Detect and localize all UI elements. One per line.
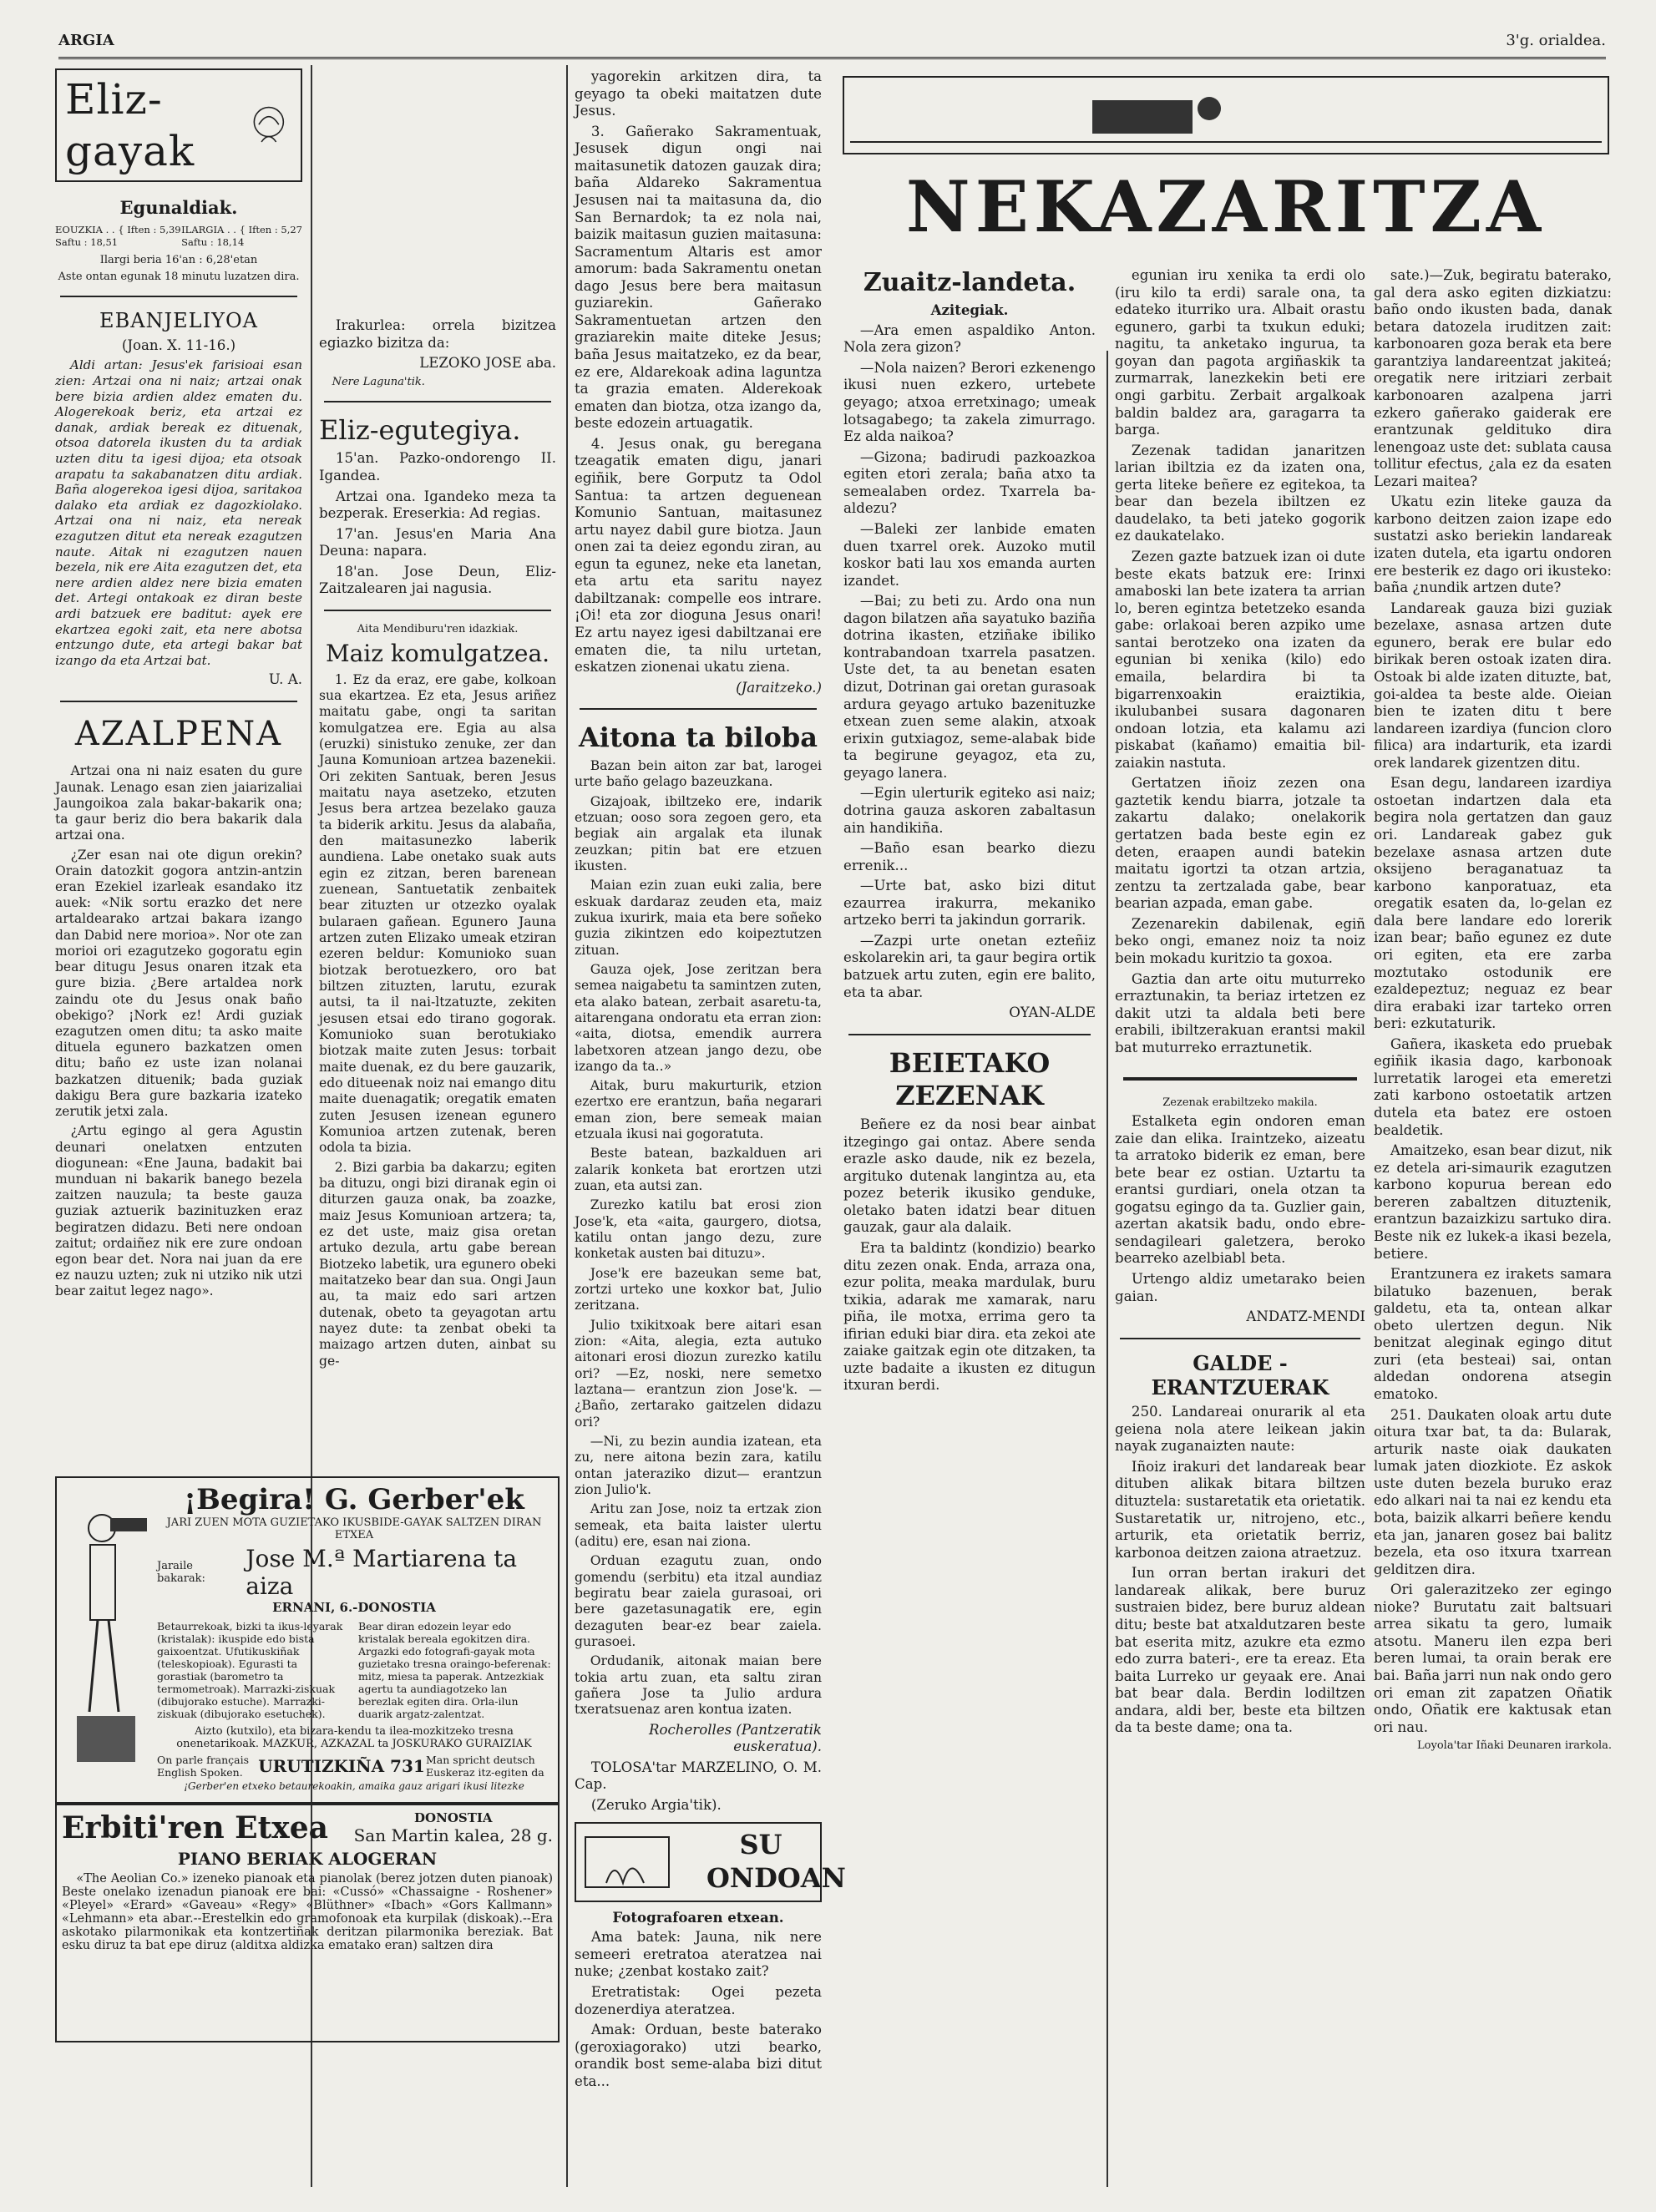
sun-moon-table [55, 224, 302, 249]
col5-p4: Gertatzen iñoiz zezen ona gaztetik kendu biarra, jotzale ta zakartu dalako; onelakorik gertatzen bada beste egin ez deten, eraapen aundi batekin maitatu igortzi ta otzan artzia, zentzu ta zertzalada gabe, bear bearian azpada, eman gabe. [1115, 775, 1365, 912]
oyan-alde: OYAN-ALDE [1009, 1005, 1096, 1021]
zuaitz-title: Zuaitz-landeta. [863, 268, 1076, 297]
maiz-p1: 1. Ez da eraz, ere gabe, kolkoan sua ekartzea. Ez eta, Jesus ariñez maitatu gabe, ongi ta saritan komulgatzea ere. Egia au alsa (eruzki) sinistuko zenuke, zer dan Jauna Komunioan artzea bazenekii. Ori zekiten Santuak, beren Jesus maitatu naya asetzeko, etzuten Jesus bera artzea bezelako gauza ta biderik arkitu. Jesus da alabaña, den maitasunezko laberik aundiena. Labe onetako suak auts egin ez zitzan, beren barenean zuenean, Santuetatik zenbaitek bear zituzten ur otzezko oyalak bularaen gañean. Egunero Jauna artzen zuten Elizako umeak etziran ezeren beldur: Komunioko suan biotzak berotuezkero, oro bat biltzen zituzten, larutu, ezurak autsi, ta il nai-ltzatuzte, zekiten jesusen etsai edo tirano gogorak. Komunioko suan berotukiako biotzak maite zuten Jesus: torbait maite duenak, ez du bere gauzarik, edo ditueenak noiz nai emango ditu maite duenagatik; oregatik ematen zuten Jesusen izenean egunero Komunioa artzen zutenak, beren odola ta bizia. [319, 671, 556, 1156]
col6-p1: sate.)—Zuk, begiratu baterako, gal dera asko egiten dizkiatzu: baño ondo ikusten bada, danak betara datozela iruditzen zait: karbonoaren goza berak eta bere garantziya landareentzat jakiteá; oregatik nere iritziari zerbait karbonoaren azalpena jarri ezkero gañerako gaiderak ere erantzunak geldituko dira lenengoaz uste det: sublata causa tollitur efectus, ¿ala ez da esaten Lezari maitea? [1374, 267, 1612, 489]
gerber-advertisement [55, 1476, 560, 1804]
beietako-title: BEIETAKO ZEZENAK [889, 1046, 1051, 1112]
fireplace-icon [581, 1833, 673, 1891]
erbiti-city: DONOSTIA [414, 1810, 493, 1825]
galde-title: GALDE - ERANTZUERAK [1151, 1350, 1329, 1400]
makila-caption: Zezenak erabiltzeko makila. [1162, 1096, 1318, 1109]
gerber-bottom: Aizto (kutxilo), eta bizara-kendu ta ilea-mozkitzeko tresna onenetarikoak. MAZKUR, AZKAZAL ta JOSKURAKO GURAIZIAK [176, 1725, 532, 1750]
col6-p7: Erantzunera ez irakets samara bilatuko bazenuen, berak galdetu, eta ta, ontean alkar obeto ulertzen degun. Nik benitzat aleginak egingo ditut zuri (eta besteai) sai, ontan aldedan ondorena atsegin ematoko. [1374, 1266, 1612, 1402]
su-ondoan-banner [575, 1822, 846, 1901]
zeruko: (Zeruko Argia'tik). [590, 1796, 722, 1813]
galde-1: 250. Landareai onurarik al eta geiena nola atere leikean jakin nayak zuganaizten naute: [1115, 1404, 1365, 1455]
col5-text2-2: Urtengo aldiz umetarako beien gaian. [1115, 1271, 1365, 1304]
aitona-p8: Jose'k ere bazeukan seme bat, zortzi urteko une koxkor bat, Julio zeritzana. [575, 1265, 822, 1314]
aitona-p4: Gauza ojek, Jose zeritzan bera semea naigabetu ta samintzen zuten, eta alako batean, zerbait asaretu-ta, aitarengana ondoratu eta erran zion: «aita, diotsa, emendik aurrera labetxoren atzean jango dezu, obe izango da ta..» [575, 961, 822, 1074]
column-4 [843, 267, 1096, 1398]
col5-p5: Zezenarekin dabilenak, egiñ beko ongi, emanez noiz ta noiz bein mokadu kuritzio ta goxoa. [1115, 915, 1365, 966]
azi-7: —Baño esan bearko diezu errenik... [843, 840, 1096, 873]
su-ondoan-title: SU ONDOAN [706, 1829, 846, 1895]
loyola-imprint: Loyola'tar Iñaki Deunaren irarkola. [1417, 1739, 1612, 1753]
aitona-p6: Beste batean, bazkalduen ari zalarik konketa bat erortzen utzi zuan, eta autsi zan. [575, 1146, 822, 1194]
aitona-p9: Julio txikitxoak bere aitari esan zion: «Aita, alegia, ezta autuko aitonari erosi diozun zurezko katilu ori? —Ez, noski, nere semetxo laztana— erantzun zion Jose'k. —¿Baño, zertarako gaitzelen didazu ori? [575, 1317, 822, 1430]
aitona-p13: Ordudanik, aitonak maian bere tokia artu zuan, eta saltu ziran gañera Jose ta Julio ardura txeratsuenaz aren kontua izaten. [575, 1653, 822, 1718]
tolosa: TOLOSA'tar MARZELINO, O. M. Cap. [575, 1759, 822, 1793]
gerber-seller: Jose M.ª Martiarena ta aiza [246, 1545, 518, 1600]
col6-p5: Gañera, ikasketa edo pruebak egiñik ikasia dago, karbonoak lurretatik larogei eta emeretzi zati karbono ostoetatik artzen dutela eta batez ere ostoen bealdetik. [1374, 1035, 1612, 1138]
azitegiak-title: Azitegiak. [930, 301, 1009, 319]
azi-1: —Ara emen aspaldiko Anton. Nola zera gizon? [843, 321, 1096, 356]
ebanjeliyoa-ref: (Joan. X. 11-16.) [121, 337, 236, 353]
aitona-p3: Maian ezin zuan euki zalia, bere eskuak dardaraz zeuden eta, maiz zukua ixurirk, maia eta bere soñeko guzia zikintzen edo koipeztutzen zituan. [575, 878, 822, 958]
ilargia-iften: ILARGIA . . { Iften : 5,27 [181, 224, 302, 236]
azi-4: —Baleki zer lanbide ematen duen txarrel orek. Auzoko mutil koskor bati lau xos emanda aurten izandet. [843, 520, 1096, 589]
ebanjeliyoa-text: Aldi artan: Jesus'ek farisioai esan zien: Artzai ona ni naiz; artzai onak bere bizia ardien aldez ematen du. Alogerekoak beriz, eta artzai ez danak, ardiak bereak ez dituenak, otsoa datorela ikusten du ta ardiak uzten ditu ta igesi dijoa; eta otsoak arapatu ta sakabanatzen ditu ardiak. Baña alogerekoa igesi dijoa, saritakoa dalako eta ardiak ez dagozkiolako. Artzai ona ni naiz, eta nereak ezagutzen ditut eta nereak ezagutzen naute. Aitak ni ezagutzen nauen bezela, nik ere Aita ezagutzen det, eta nere ardien aldez nere bizia ematen det. Artegi ontakoak ez diran beste ardi batzuek ere baditut: ayek ere ekartzea egoki zait, eta nere abotsa entzungo dute, eta artegi bakar bat izango da eta Artzai bat. [55, 357, 302, 668]
gerber-place: ERNANI, 6.-DONOSTIA [272, 1600, 436, 1615]
aitona-title: Aitona ta biloba [578, 721, 818, 754]
gerber-right-list: Bear diran edozein leyar edo kristalak bereala egokitzen dira. Argazki edo fotografi-gayak mota guzietako tresna oraingo-beferenak: mitz, miesa ta paperak. Antzezkiak agertu ta aundiagotzeko lan berezlak egiten dira. Orla-ilun duarik argatz-zalentzat. [358, 1620, 551, 1720]
col6-p9: Ori galerazitzeko zer egingo nioke? Burutatu zait baltsuari arrea sikatu ta gero, lumaik atsotu. Maneru ilen ezpa beri beren lumai, ta orain berak ere bai. Baña jarri nun nak ondo gero ori eman zit zapatzen Oñatik ondo, Oñatik ere kaktusak etan ori nau. [1374, 1582, 1612, 1735]
gerber-street: URUTIZKIÑA 731 [258, 1756, 425, 1776]
col6-p3: Landareak gauza bizi guziak bezelaxe, asnasa artzen dute egunero, berak ere bular edo birikak beren ostoak izaten dira. Ostoak bi alde izaten dituzte, bat, goi-aldea ta beste alde. Oieian bien te izaten ditu t bere landareen izardiya (funcion cloro filica) ara indarturik, eta izardi orek landarek gizentzen ditu. [1374, 600, 1612, 771]
andatz-mendi: ANDATZ-MENDI [1246, 1308, 1365, 1325]
azalpena-p1: Artzai ona ni naiz esaten du gure Jaunak. Lenago esan zien jaiarizaliai Jaungoikoa zala bakar-bakarik ona; ta gaur beriz dio bera bakarik dala artzai ona. [55, 763, 302, 843]
col6-p8: 251. Daukaten oloak artu dute oitura txar bat, ta da: Bularak, arturik naste oiak daukaten lumak jaten diozkiote. Ez askok uste duten bezela buruko eraz edo alkari nai ta nai ez kendu eta bota, baizik alkarri beñere kendu eta jan, janaren gosez bai balitz bezela, eta oso itxura txarrean gelditzen dira. [1374, 1406, 1612, 1577]
erbiti-advertisement [55, 1804, 560, 2042]
col5-p1: egunian iru xenika ta erdi olo (iru kilo ta erdi) sarale ona, ta edateko iturriko ura. Albait orastu egunero, garbi ta txukun eduki; nagitu, ta anketako ingurua, ta goyan dan pagota argiñaskik ta zurmarrak, lanezkekin beti ere ongi garbitu. Zerbait argalkoak baldin baldez ara, garagarra ta barga. [1115, 267, 1365, 438]
column-3 [575, 68, 846, 2093]
maiz-p2: 2. Bizi garbia ba dakarzu; egiten ba dituzu, ongi bizi diranak egin oi diturzen gauza onak, ba zoazke, maiz Jesus Komunioan artzera; ta, ez det uste, maiz gisa oretan artuko dezula, artu gabe berean Biotzeko labetik, ura egunero obeki maitatzeko bear dan sua. Ongi Jaun au, ta maiz edo sari artzen dutenak, obeto ta geyagotan artu nayez dute: ta zenbat obeki ta maizago artzen duten, ainbat su ge- [319, 1159, 556, 1369]
gerber-left-list: Betaurrekoak, bizki ta ikus-leyarak (kristalak): ikuspide edo bista gaixoentzat. Ufutikuskiñak (teleskopioak). Egurasti ta gorastiak (barometro ta termometroak). Marrazki-ziskuak (dibujorako estuche). Marrazki-ziskuak (dibujorako esetuchek). [157, 1620, 343, 1720]
col5-p2: Zezenak tadidan janaritzen larian ibiltzia ez da izaten ona, gerta liteke beñere ez egitekoa, ta bear dan bezela ibiltzen ez daudelako, ta beti jateko gogorik ez daukatelako. [1115, 442, 1365, 544]
foto-title: Fotografoaren etxean. [612, 1908, 784, 1926]
gerber-subtitle: JARI ZUEN MOTA GUZIETAKO IKUSBIDE-GAYAK SALTZEN DIRAN ETXEA [166, 1516, 542, 1541]
eliz-egutegiya-title: Eliz-egutegiya. [319, 413, 521, 446]
telescope-boy-icon [60, 1495, 152, 1770]
header-left: ARGIA [58, 32, 114, 49]
galde-3: Iun orran bertan irakuri det landareak alikak, bere buruz sustraien bidez, bere buruz aldean ditu; beste bat atxaldutzaren beste bat eserita mitz, azukre eta ezmo edo zurra bateri-, ere ta ereaz. Eta baita Lurreko ur geyaak ere. Anai bat bear dala. Berdin lodiltzen andara, aldi ber, beste eta biltzen da ta beste dame; ona ta. [1115, 1565, 1365, 1736]
erbiti-text: «The Aeolian Co.» izeneko pianoak eta pianolak (berez jotzen duten pianoak) Beste onelako izenadun pianoak ere bai: «Cussó» «Chassaigne - Roshener» «Pleyel» «Erard» «Gaveau» «Regy» «Blüthner» «Ibach» «Gors Kallmann» «Lehmann» eta abar.--Erestelkin edo gramofonoak eta kurpilak (diskoak).--Era askotako pilarmonikak eta kontzertiñak deritzan pilarmonika bereziak. Bat esku diruz ta bat epe diruz (alditxa aldizka ematako eran) saltzen dira [62, 1872, 553, 1952]
irakurlea-text: Irakurlea: orrela bizitzea egiazko bizitza da: [319, 317, 556, 351]
azalpena-p3: ¿Artu egingo al gera Agustin deunari onelatxen entzuten diogunean: «Ene Jauna, badakit bai munduan ni bakarik banego bezela zaitzen nauzula; ta beste gauza guziak aztuerik bazinituzken eraz begiratzen didazu. Beti nere ondoan zaitut; ordaiñez nik ere zure ondoan egon bear det. Nora nai juan da ere ez nauzu uzten; zuk ni utziko nik utzi bear zaitut legez nago». [55, 1123, 302, 1299]
maiz-title: Maiz komulgatzea. [325, 640, 550, 668]
irakurlea-sign: LEZOKO JOSE aba. [419, 355, 556, 372]
eguzkia-sartu: Saftu : 18,51 [55, 235, 119, 248]
column-6 [1374, 267, 1612, 1756]
ilargia-sartu: Saftu : 18,14 [181, 235, 245, 248]
gerber-title: ¡Begira! G. Gerber'ek [184, 1483, 524, 1516]
foto-3: Amak: Orduan, beste baterako (geroxiagorako) utzi bearko, orandik bost seme-alaba bizi ditut eta... [575, 2022, 822, 2089]
saint-portrait-icon [246, 96, 292, 154]
nekazaritza-banner [842, 75, 1610, 248]
eg-1: 15'an. Pazko-ondorengo II. Igandea. [319, 450, 556, 484]
galde-2: Iñoiz irakuri det landareak bear dituben alikak bitara biltzen dituztela: sustaretatik eta orietatik. Sustaretatik ur, nitrojeno, etc., arturik, eta orietatik berriz, karbonoa deitzen zaiona atraetzuz. [1115, 1458, 1365, 1561]
erbiti-street: San Martin kalea, 28 g. [353, 1825, 553, 1845]
irakurlea-src: Nere Laguna'tik. [332, 375, 425, 388]
col6-p2: Ukatu ezin liteke gauza da karbono deitzen zaion izape edo sustatzi asko beriekin landareak izaten dutela, eta igartu ondoren ere besterik ez dago ori ikusteko: baña ¿nundik artzen dute? [1374, 494, 1612, 596]
aitona-p1: Bazan bein aiton zar bat, larogei urte baño gelago bazeuzkana. [575, 757, 822, 790]
col5-p6: Gaztia dan arte oitu muturreko erraztunakin, ta beriaz irtetzen ez dakit utzi ta aldala beti bere erabili, ibiltzerakuan erantsi makil bat muturreko erraztunetik. [1115, 970, 1365, 1055]
gerber-footer: ¡Gerber'en etxeko betaurekoakin, amaika gauz arigari ikusi litezke [184, 1780, 524, 1792]
nekazaritza-title: NEKAZARITZA [905, 165, 1547, 248]
column-5 [1115, 267, 1365, 1740]
foto-2: Eretratistak: Ogei pezeta dozenerdiya ateratzea. [575, 1984, 822, 2017]
ebanjeliyoa-sign: U. A. [268, 671, 302, 688]
eliz-gayak-banner [55, 68, 302, 182]
azalpena-p2: ¿Zer esan nai ote digun orekin? Orain datozkit gogora antzin-antzin eran Ezekiel izarleak esandako itz auek: «Nik sortu erazko det nere artaldearako artzai bakara izango dan Dabid nere morioa». Nor ote zan morioi ori ezagutzeko gogoratu egin bear ditugu Jesus onaren itzak eta gure bizia. ¿Bere artaldea nork zaindu ote du Jesus onak baño obekigo? ¡Nork ez! Ardi guziak ezagutzen omen ditu; ta asko maite dituela egunero bazkatzen omen ditu; baño ez uste izan nolanai bazkatzen dituenik; bada guziak dakigu Bera gure bazkaria izateko zerutik jetxi zala. [55, 847, 302, 1120]
azi-3: —Gizona; badirudi pazkoazkoa egiten etori zerala; baña atxo ta semealaben ordez. Txarrela ba-aldezu? [843, 448, 1096, 517]
col6-p6: Amaitzeko, esan bear dizut, nik ez detela ari-simaurik ezagutzen karbono kopurua berean edo bereren zabaltzen dituztenik, erantzun bazaizkizu sartuko dira. Beste nik ez lukek-a ikasi bezela, betiere. [1374, 1142, 1613, 1262]
gerber-de: Man spricht deutsch Euskeraz itz-egiten da [426, 1754, 544, 1779]
aitona-p11: Aritu zan Jose, noiz ta ertzak zion semeak, eta baita laister ulertu (aditu) ere, esan nai ziona. [575, 1501, 822, 1550]
azi-9: —Zazpi urte onetan ezteñiz eskolarekin ari, ta gaur begira ortik batzuek artu zuten, egin ere balito, eta ta abar. [843, 932, 1096, 1000]
aitona-p10: —Ni, zu bezin aundia izatean, eta zu, nere aitona bezin zara, katilu ontan jateraziko dizut— erantzun zion Julio'k. [575, 1434, 822, 1498]
gerber-seller-label: Jaraile bakarak: [157, 1560, 205, 1585]
column-2 [319, 317, 556, 1373]
eguzkia-iften: EOUZKIA . . { Iften : 5,39 [55, 224, 181, 236]
aitona-p5: Aitak, buru makurturik, etzion ezertxo ere erantzun, baña negarari eman zion, bere semeak maian etzuala ikusi nai gogoratuta. [575, 1078, 822, 1142]
azi-2: —Nola naizen? Berori ezkenengo ikusi nuen ezkero, urtebete geyago; atxoa erretxinago; umeak lotsagabego; ta zakela zimurrago. Ez alda naikoa? [843, 359, 1096, 445]
ilargi-beria: Ilargi beria 16'an : 6,28'etan [99, 253, 258, 266]
erbiti-title: Erbiti'ren Etxea [62, 1810, 328, 1845]
aitona-p7: Zurezko katilu bat erosi zion Jose'k, eta «aita, gaurgero, diotsa, katilu ontan jango dezu, zure konketak austen bai dituzu». [575, 1197, 822, 1262]
col6-p4: Esan degu, landareen izardiya ostoetan indartzen dala eta begira nola gertatzen dan gauz ori. Landareak gabez guk bezelaxe asnasa artzen dute oksijeno beraganatuaz ta karbono kanporatuaz, eta oregatik esaten da, lo-gelan ez dala bere landare edo lorerik izan bear; baño egunez ez dute ori egiten, eta ere zarba moztutako ostodunik ere ezaldepeztuz; neguaz ez bear dira erabaki izar tarteko orren beri: ezkutaturik. [1374, 775, 1612, 1032]
foto-1: Ama batek: Jauna, nik nere semeeri eretratoa ateratzea nai nuke; ¿zenbat kostako zait? [575, 1929, 822, 1980]
farmer-plough-illustration [842, 75, 1610, 155]
beie-1: Beñere ez da nosi bear ainbat itzegingo gai ontaz. Abere senda erazle asko daude, nik ez bezela, argituko dutenak langintza au, eta pozez beterik ikusiko genduke, oletako baten idatzi bear dituen gauzak, gaur ala dalaik. [843, 1116, 1096, 1236]
col5-p3: Zezen gazte batzuek izan oi dute beste ekats batzuk ere: Irinxi amaboski lan bete izatera ta arrian lo, beren egintza betetzeko esanda gabe: orlakoai beren azpiko ume santai berotzeko ona izaten da egunian bi xenika (kilo) edo emaila, belardira bi ta bigarrenxoakin eraiztikia, ikulubanbei susara dagonaren ondoan lotzia, eta kalamu azi piskabat (kañamo) emaitia bil-zaiakin nastuta. [1115, 549, 1365, 771]
azalpena-title: AZALPENA [74, 714, 283, 753]
azi-6: —Egin ulerturik egiteko asi naiz; dotrina gauza askoren zabaltasun ain handikiña. [843, 785, 1096, 836]
aita-mendiburu: Aita Mendiburu'ren idazkiak. [357, 622, 519, 635]
aste-note: Aste ontan egunak 18 minutu luzatzen dira. [58, 271, 300, 284]
eg-4: 18'an. Jose Deun, Eliz-Zaitzalearen jai nagusia. [319, 563, 556, 597]
eliz-gayak-title: Eliz-gayak [65, 75, 195, 175]
makila-illustration [1115, 1066, 1365, 1091]
ebanjeliyoa-title: EBANJELIYOA [99, 309, 258, 333]
aitona-p12: Orduan ezagutu zuan, ondo gomendu (serbitu) eta itzal aundiaz begiratu bear zaiela gurasoai, ori bere gazetasunagatik ere, egin dezaguten bear-ez bear zaiela. gurasoei. [575, 1553, 822, 1649]
roch: Rocherolles (Pantzeratik euskeratua). [649, 1721, 822, 1755]
col5-text2-1: Estalketa egin ondoren eman zaie dan elika. Iraintzeko, aizeatu ta arratoko biderik ez eman, bere bete bear ez ostian. Uztartu ta erantsi gurdiari, onela otzan ta gogatsu egingo da ta. Guzlier gain, azertan akatsik badu, ondo ebre-sendagileari galetzera, beroko bearreko azelbiabl beta. [1115, 1112, 1365, 1267]
eg-2: Artzai ona. Igandeko meza ta bezperak. Ereserkia: Ad regias. [319, 488, 556, 522]
col3-p2: 3. Gañerako Sakramentuak, Jesusek digun ongi nai maitasunetik datozen gauzak dira; baña Aldareko Sakramentua Jesusen nai ta maitasuna da, dio San Bernardok; ta ez nola nai, baizik maitasun guzien maitasuna: Sacramentum Altaris est amor amorum: bada Sakramentu onetan dago Jesus bere bera maitasun guziarekin. Gañerako Sakramentuetan artzen den graziarekin maite diteke Jesus; baña Jesus maitatzeko, ez da bear, ez ere, Aldarekoak adina laguntza ta grazia ematen. Alderekoak ematen dan biotza, otza izango da, beste edozein artuagatik. [575, 123, 822, 432]
col3-p3: 4. Jesus onak, gu beregana tzeagatik ematen digu, janari egiñik, bere Gorputz ta Odol Santua: ta artzen deguenean Komunio Santuan, maitasunez artu nayez dabil gure biotza. Jaun onen zai ta deiez egondu ziran, au egun ta egunez, neke eta lanetan, eta artu eta saritu nayez dabiltzanak: compelle eos intrare. ¡Oi! eta zor dioguna Jesus onari! Ez artu nayez igesi dabiltzanai ere ematen die, ta nilu urtetan, eskatzen zionenai ukatu ziena. [575, 435, 822, 676]
page-header [58, 32, 1606, 59]
aitona-p2: Gizajoak, ibiltzeko ere, indarik etzuan; ooso sora zegoen gero, eta begiak ain argalak eta ilunak zeuzkan; pitin bat ere etzuen ikusten. [575, 793, 822, 873]
col3-p1: yagorekin arkitzen dira, ta geyago ta obeki maitatzen dute Jesus. [575, 68, 822, 119]
azi-8: —Urte bat, asko bizi ditut ezaurrea irakurra, mekaniko artzeko berri ta jakindun gorrarik. [843, 878, 1096, 929]
gerber-langs: On parle français English Spoken. [157, 1754, 250, 1779]
egunaldiak-heading: Egunaldiak. [119, 197, 238, 218]
header-right: 3'g. orialdea. [1506, 32, 1606, 49]
azi-5: —Bai; zu beti zu. Ardo ona nun dagon bilatzen aña sayatuko baziña dotrina ikasten, etziñake ibiliko kontrabandoan txarrela pasatzen. Uste det, ta au benetan esaten dizut, Dotrinan gai oretan gurasoak ardura geyago artuko bazenituzke etxean zuen seme alakin, atxoak erixin gutxiagoz, seme-alabak bide ta begirune geyagoz, eta zu, geyago lanera. [843, 593, 1096, 781]
column-1 [55, 68, 302, 1303]
col3-sign: (Jaraitzeko.) [736, 679, 822, 696]
erbiti-subtitle: PIANO BERIAK ALOGERAN [177, 1849, 438, 1869]
beie-2: Era ta baldintz (kondizio) bearko ditu zezen onak. Enda, arraza ona, ezur polita, meaka mardulak, buru txikia, adarak me xamarak, naru piña, ile motxa, errima gero ta ifirian eduki biar dira. eta zekoi ate zaiake gaitzak egin ote ditzaken, ta uzte badaite a ikusten ez ditugun itxuran berdi. [843, 1239, 1096, 1394]
eg-3: 17'an. Jesus'en Maria Ana Deuna: napara. [319, 525, 556, 559]
